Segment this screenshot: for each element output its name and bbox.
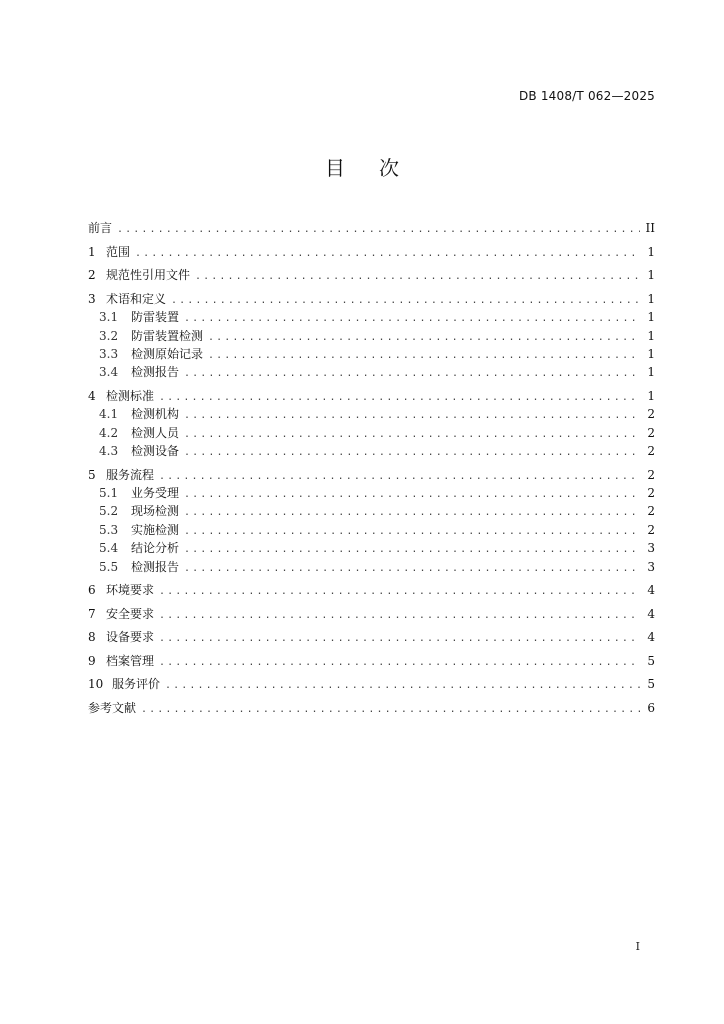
toc-label: 防雷装置 [131, 310, 180, 325]
toc-page-number: 3 [647, 559, 655, 574]
toc-number: 2 [88, 268, 96, 283]
toc-page-number: 2 [647, 467, 655, 482]
toc-entry[interactable] [88, 628, 655, 646]
toc-leader-dots [159, 630, 640, 648]
toc-number: 3 [88, 291, 96, 306]
toc-page-number: 1 [647, 328, 655, 343]
toc-entry[interactable] [88, 466, 655, 484]
toc-label: 检测人员 [131, 425, 180, 440]
toc-leader-dots [184, 407, 640, 425]
toc-number: 5.1 [99, 486, 119, 501]
toc-leader-dots [184, 310, 640, 328]
toc-page-number: 1 [647, 268, 655, 283]
toc-label: 防雷装置检测 [131, 328, 204, 343]
toc-page-number: 1 [647, 310, 655, 325]
toc-number: 3.2 [99, 328, 119, 343]
toc-label: 服务流程 [106, 467, 155, 482]
toc-subentry[interactable] [88, 424, 655, 442]
toc-number: 4.2 [99, 425, 119, 440]
toc-entry[interactable] [88, 290, 655, 308]
toc-number: 3.3 [99, 346, 119, 361]
toc-page-number: 1 [647, 346, 655, 361]
toc-label: 检测报告 [131, 365, 180, 380]
toc-page-number: 6 [647, 701, 655, 716]
toc-subentry[interactable] [88, 327, 655, 345]
toc-number: 5 [88, 467, 96, 482]
toc-page-number: 2 [647, 444, 655, 459]
toc-page-number: 2 [647, 407, 655, 422]
toc-number: 5.4 [99, 541, 119, 556]
toc-number: 4 [88, 388, 96, 403]
toc-page-number: 4 [647, 583, 655, 598]
toc-page-number: 1 [647, 365, 655, 380]
toc-entry[interactable] [88, 605, 655, 623]
toc-leader-dots [159, 607, 640, 625]
toc-leader-dots [208, 347, 640, 365]
toc-label: 参考文献 [88, 701, 137, 716]
toc-leader-dots [117, 221, 640, 239]
toc-number: 9 [88, 653, 96, 668]
toc-label: 设备要求 [106, 630, 155, 645]
toc-subentry[interactable] [88, 521, 655, 539]
toc-subentry[interactable] [88, 345, 655, 363]
toc-number: 7 [88, 606, 96, 621]
toc-number: 6 [88, 583, 96, 598]
toc-page-number: 4 [647, 630, 655, 645]
toc-leader-dots [195, 268, 640, 286]
toc-number: 4.3 [99, 444, 119, 459]
toc-page-number: 3 [647, 541, 655, 556]
toc-label: 结论分析 [131, 541, 180, 556]
toc-leader-dots [184, 486, 640, 504]
toc-subentry[interactable] [88, 484, 655, 502]
toc-label: 环境要求 [106, 583, 155, 598]
toc-page-number: 5 [647, 677, 655, 692]
toc-page-number: II [645, 221, 655, 235]
toc-number: 5.3 [99, 522, 119, 537]
standard-code: DB 1408/T 062—2025 [518, 89, 655, 103]
toc-label: 安全要求 [106, 606, 155, 621]
toc-label: 检测设备 [131, 444, 180, 459]
toc-label: 检测标准 [106, 388, 155, 403]
toc-entry[interactable] [88, 675, 655, 693]
page-number: I [635, 940, 640, 953]
toc-label: 范围 [106, 244, 131, 259]
toc-entry[interactable] [88, 219, 655, 237]
toc-number: 1 [88, 244, 96, 259]
toc-leader-dots [171, 292, 640, 310]
toc-number: 10 [88, 677, 104, 692]
toc-leader-dots [165, 677, 640, 695]
toc-leader-dots [184, 560, 640, 578]
toc-number: 5.2 [99, 504, 119, 519]
toc-label: 规范性引用文件 [106, 268, 191, 283]
toc-page-number: 2 [647, 486, 655, 501]
toc-entry[interactable] [88, 387, 655, 405]
toc-label: 前言 [88, 221, 113, 235]
toc-leader-dots [208, 329, 640, 347]
toc-leader-dots [135, 245, 640, 263]
toc-subentry[interactable] [88, 539, 655, 557]
toc-page-number: 4 [647, 606, 655, 621]
toc-leader-dots [184, 523, 640, 541]
toc-entry[interactable] [88, 581, 655, 599]
toc-label: 检测原始记录 [131, 346, 204, 361]
toc-entry[interactable] [88, 652, 655, 670]
toc-page-number: 5 [647, 653, 655, 668]
toc-label: 档案管理 [106, 653, 155, 668]
toc-number: 3.4 [99, 365, 119, 380]
toc-label: 检测机构 [131, 407, 180, 422]
toc-subentry[interactable] [88, 442, 655, 460]
toc-leader-dots [159, 468, 640, 486]
toc-leader-dots [184, 444, 640, 462]
toc-label: 业务受理 [131, 486, 180, 501]
toc-leader-dots [184, 504, 640, 522]
toc-page-number: 2 [647, 504, 655, 519]
toc-page-number: 2 [647, 522, 655, 537]
toc-subentry[interactable] [88, 308, 655, 326]
toc-subentry[interactable] [88, 558, 655, 576]
toc-page-number: 2 [647, 425, 655, 440]
toc-label: 服务评价 [112, 677, 161, 692]
toc-subentry[interactable] [88, 405, 655, 423]
table-of-contents [88, 219, 655, 717]
toc-number: 8 [88, 630, 96, 645]
toc-label: 检测报告 [131, 559, 180, 574]
toc-page-number: 1 [647, 244, 655, 259]
toc-leader-dots [184, 541, 640, 559]
toc-page-number: 1 [647, 388, 655, 403]
page-title: 目次 [325, 156, 433, 180]
toc-entry[interactable] [88, 699, 655, 717]
toc-leader-dots [159, 654, 640, 672]
toc-leader-dots [159, 583, 640, 601]
toc-page-number: 1 [647, 291, 655, 306]
toc-label: 实施检测 [131, 522, 180, 537]
toc-subentry[interactable] [88, 363, 655, 381]
toc-number: 4.1 [99, 407, 119, 422]
toc-subentry[interactable] [88, 502, 655, 520]
toc-leader-dots [159, 389, 640, 407]
toc-number: 5.5 [99, 559, 119, 574]
toc-label: 术语和定义 [106, 291, 167, 306]
toc-label: 现场检测 [131, 504, 180, 519]
toc-number: 3.1 [99, 310, 119, 325]
toc-entry[interactable] [88, 266, 655, 284]
toc-leader-dots [141, 701, 640, 719]
toc-entry[interactable] [88, 243, 655, 261]
toc-leader-dots [184, 426, 640, 444]
toc-leader-dots [184, 365, 640, 383]
